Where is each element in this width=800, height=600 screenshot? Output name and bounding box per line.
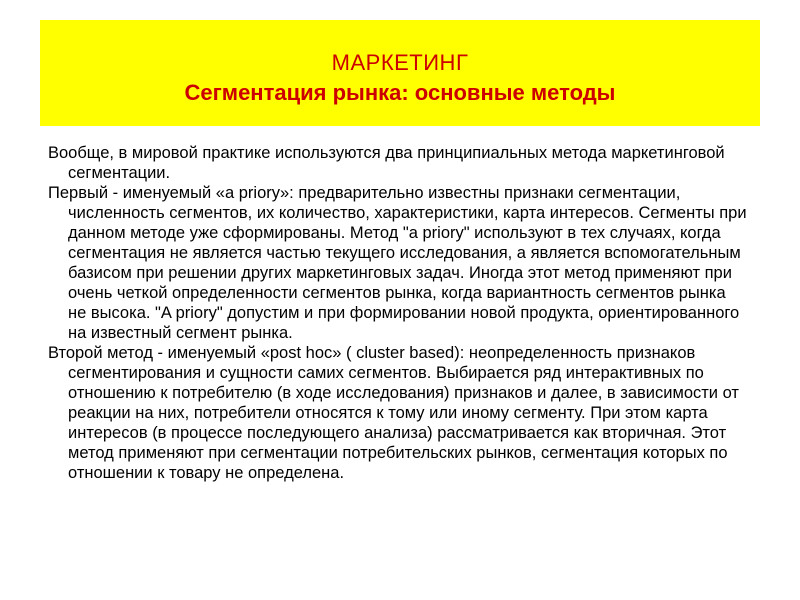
header-band [40, 20, 760, 126]
slide-title: МАРКЕТИНГ [331, 50, 469, 75]
paragraph-a-priory: Первый - именуемый «a priory»: предварительно известны признаки сегментации, численность сегментов, их количество, характеристики, карта интересов. Сегменты при данном методе уже сформированы. Метод "a priory" используют в тех случаях, когда сегментация не является частью текущего исследования, а является вспомогательным базисом при решении других маркетинговых задач. Иногда этот метод применяют при очень четкой определенности сегментов рынка, когда вариантность сегментов рынка не высока. "A priory" допустим и при формировании новой продукта, ориентированного на известный сегмент рынка. [48, 184, 747, 342]
body-text [48, 143, 748, 483]
paragraph-intro: Вообще, в мировой практике используются два принципиальных метода маркетинговой сегментации. [48, 144, 725, 182]
slide-subtitle: Сегментация рынка: основные методы [184, 80, 616, 105]
paragraph-post-hoc: Второй метод - именуемый «post hoc» ( cluster based): неопределенность признаков сегментирования и сущности самих сегментов. Выбирается ряд интерактивных по отношению к потребителю (в ходе исследования) признаков и далее, в зависимости от реакции на них, потребители относятся к тому или иному сегменту. При этом карта интересов (в процессе последующего анализа) рассматривается как вторичная. Этот метод применяют при сегментации потребительских рынков, сегментация которых по отношении к товару не определена. [48, 344, 739, 482]
